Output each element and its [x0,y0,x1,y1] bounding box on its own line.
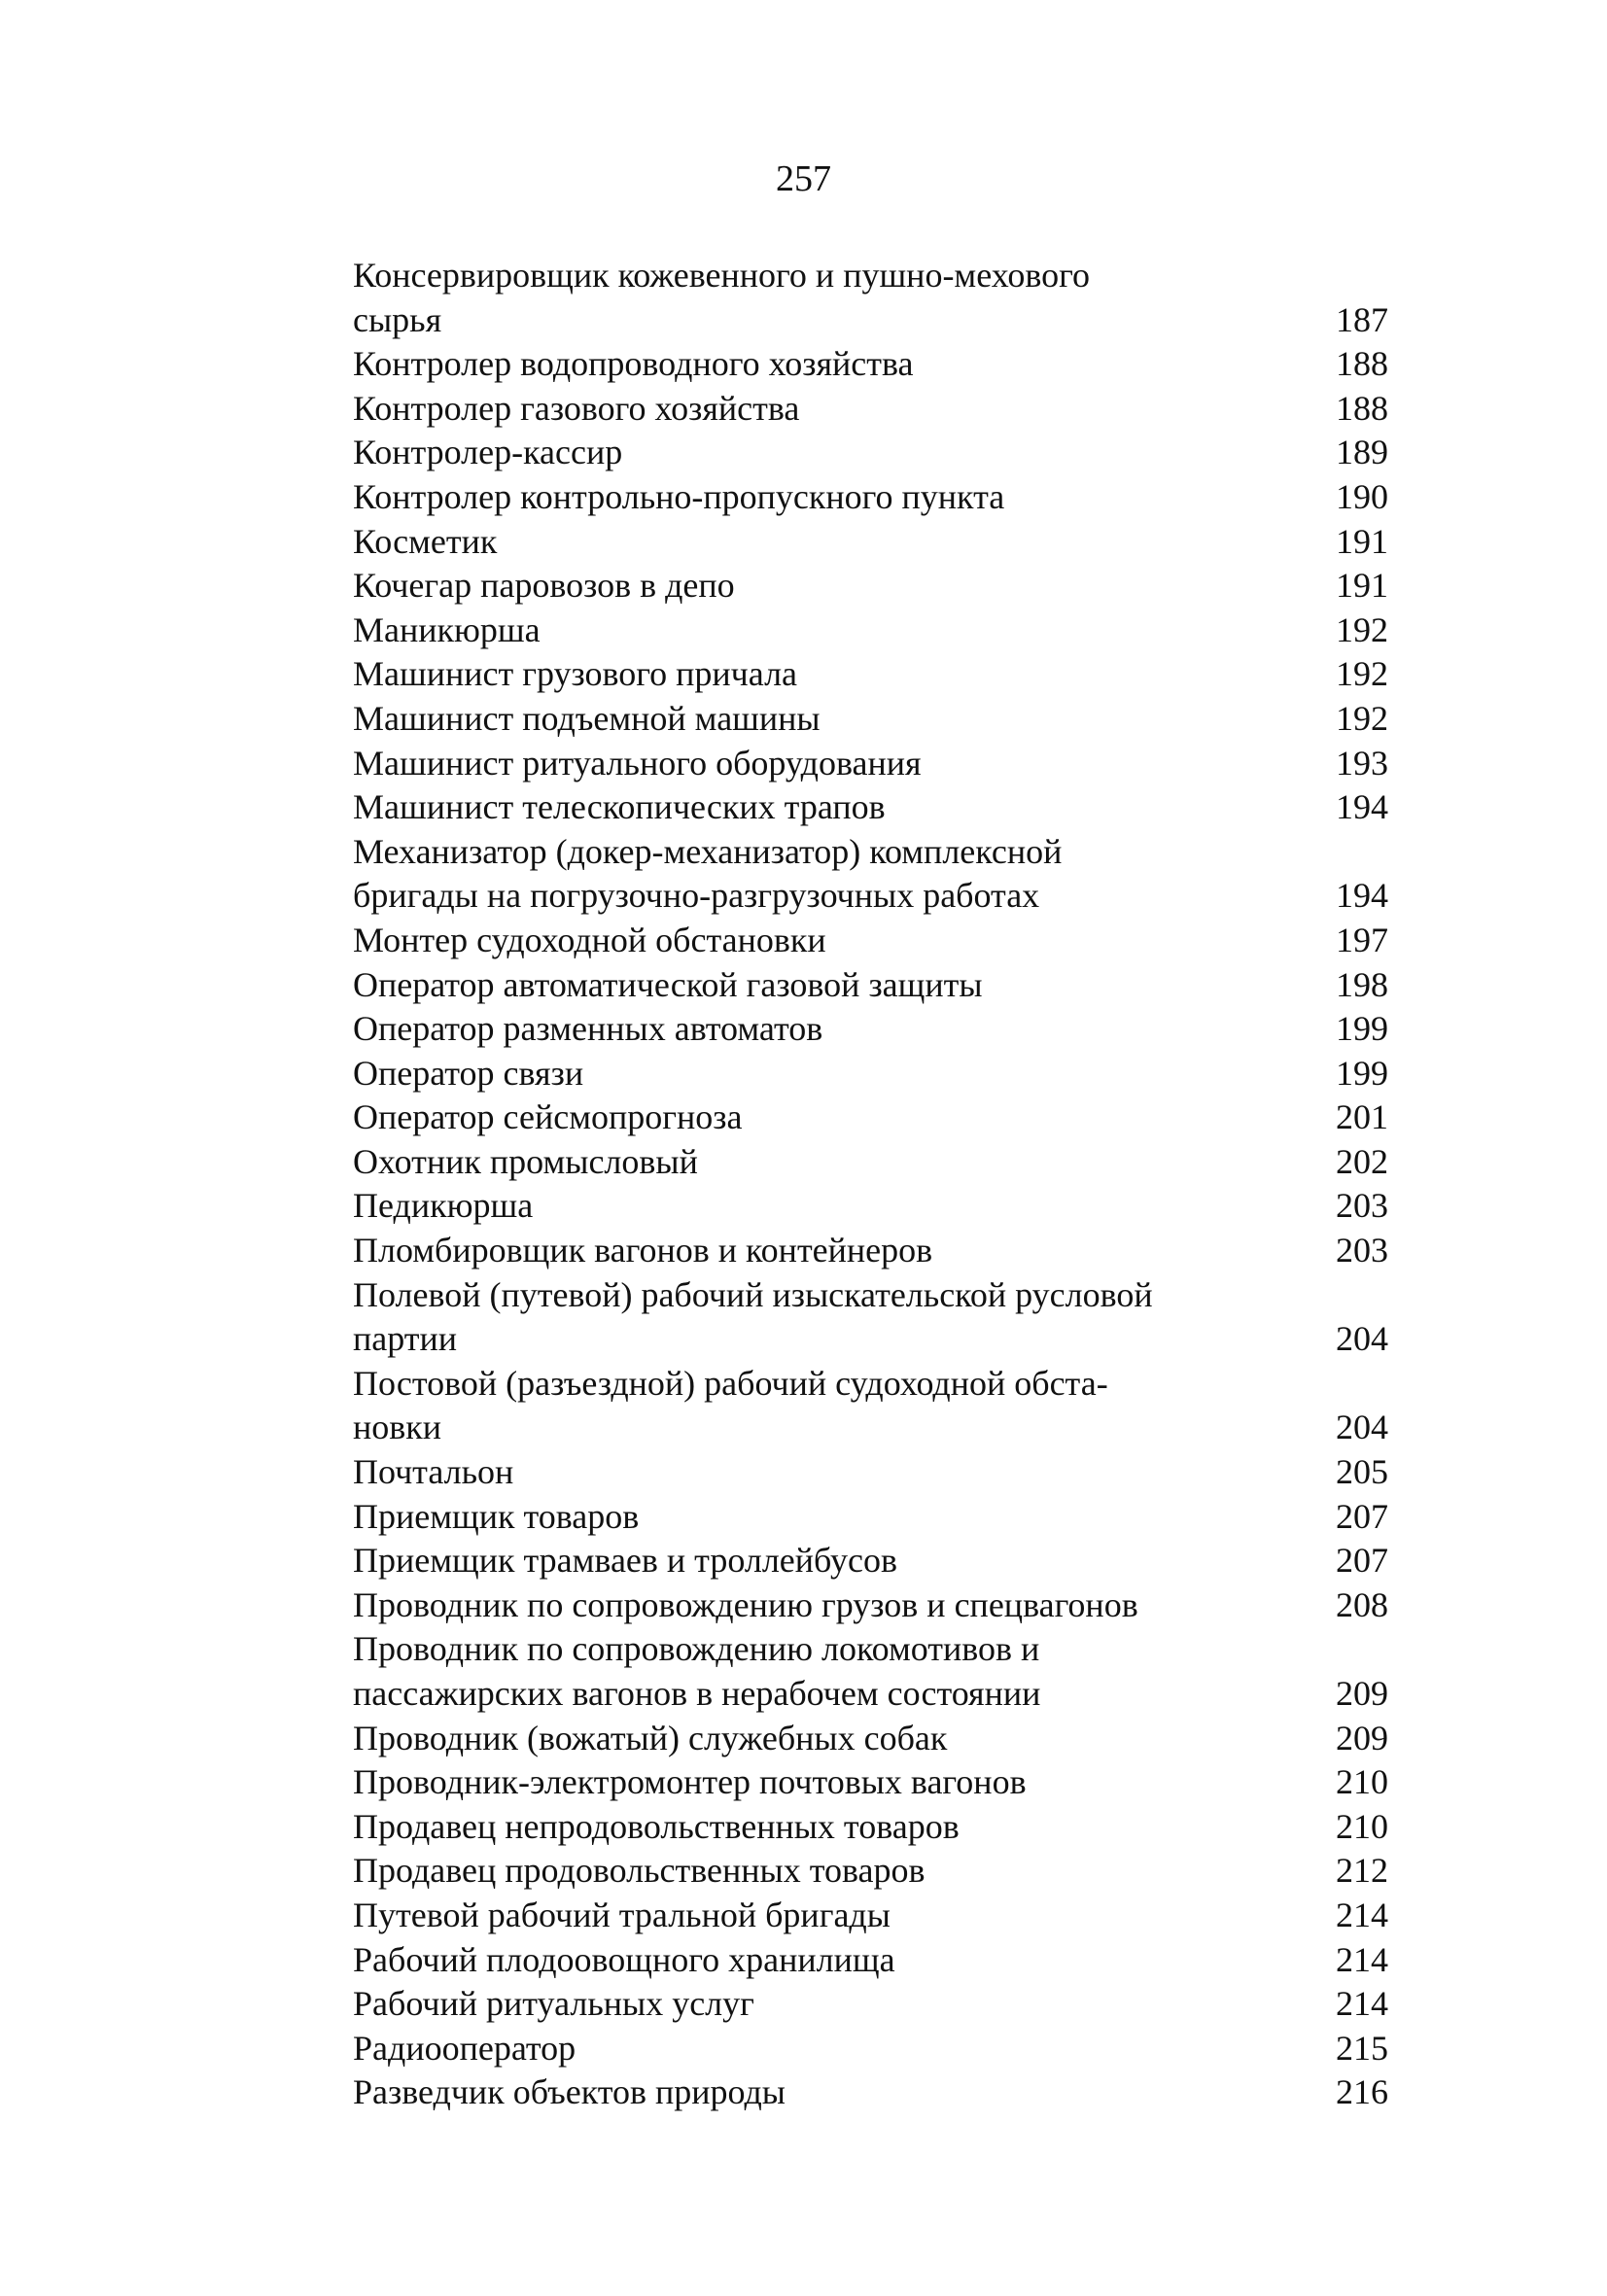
toc-entry [353,1717,1388,1761]
toc-entry-title: Контролер водопроводного хозяйства [353,344,914,384]
toc-entry [353,652,1388,697]
toc-entry-title: Маникюрша [353,609,541,649]
table-of-contents [353,254,1388,2115]
toc-entry-page-number: 209 [1336,1674,1388,1713]
toc-entry-page-number: 192 [1336,609,1388,649]
toc-entry-title: Охотник промысловый [353,1141,698,1181]
toc-entry-title: Оператор сейсмопрогноза [353,1097,743,1137]
toc-entry-page-number: 210 [1336,1762,1388,1802]
toc-entry [353,1539,1388,1583]
toc-entry [353,1362,1388,1450]
toc-entry-page-number: 191 [1336,521,1388,561]
toc-entry-page-number: 207 [1336,1541,1388,1581]
toc-entry [353,520,1388,565]
toc-entry-page-number: 205 [1336,1452,1388,1492]
toc-entry-title: Машинист подъемной машины [353,698,821,738]
toc-entry-page-number: 199 [1336,1053,1388,1093]
toc-entry-title: Машинист ритуального оборудования [353,743,922,783]
toc-entry-page-number: 191 [1336,566,1388,606]
toc-entry [353,1583,1388,1628]
toc-entry-title: Пломбировщик вагонов и контейнеров [353,1231,933,1270]
toc-entry-page-number: 194 [1336,876,1388,916]
toc-entry-page-number: 197 [1336,920,1388,959]
toc-entry-title: Постовой (разъездной) рабочий судоходной обста- новки [353,1363,1108,1447]
toc-entry-title: Контролер контрольно-пропускного пункта [353,476,1005,516]
toc-entry-page-number: 204 [1336,1319,1388,1359]
toc-entry [353,1849,1388,1894]
toc-entry-page-number: 188 [1336,344,1388,384]
toc-entry-title: Рабочий плодоовощного хранилища [353,1939,895,1979]
toc-entry-title: Проводник-электромонтер почтовых вагонов [353,1762,1027,1802]
toc-entry-page-number: 214 [1336,1895,1388,1934]
toc-entry [353,1184,1388,1229]
toc-entry-title: Контролер газового хозяйства [353,388,800,428]
toc-entry-page-number: 207 [1336,1496,1388,1536]
toc-entry [353,1229,1388,1273]
toc-entry [353,830,1388,919]
toc-entry-page-number: 199 [1336,1009,1388,1049]
toc-entry-page-number: 190 [1336,476,1388,516]
toc-entry-page-number: 214 [1336,1984,1388,2024]
toc-entry-title: Рабочий ритуальных услуг [353,1984,754,2024]
toc-entry-page-number: 202 [1336,1141,1388,1181]
toc-entry-page-number: 187 [1336,299,1388,339]
toc-entry [353,919,1388,963]
toc-entry-title: Почтальон [353,1452,514,1492]
toc-entry-page-number: 201 [1336,1097,1388,1137]
toc-entry-page-number: 214 [1336,1939,1388,1979]
toc-entry [353,1450,1388,1495]
toc-entry-page-number: 194 [1336,787,1388,827]
toc-entry [353,1495,1388,1540]
toc-entry-page-number: 192 [1336,654,1388,694]
toc-entry-title: Проводник по сопровождению локомотивов и пассажирских вагонов в нерабочем состоянии [353,1629,1041,1713]
toc-entry-title: Проводник по сопровождению грузов и спецвагонов [353,1584,1138,1624]
toc-entry-page-number: 192 [1336,698,1388,738]
toc-entry-page-number: 203 [1336,1186,1388,1226]
toc-entry-page-number: 216 [1336,2072,1388,2112]
toc-entry-title: Оператор связи [353,1053,584,1093]
toc-entry-page-number: 188 [1336,388,1388,428]
toc-entry-title: Машинист телескопических трапов [353,787,886,827]
toc-entry-title: Оператор разменных автоматов [353,1009,823,1049]
toc-entry-title: Консервировщик кожевенного и пушно-мехового сырья [353,256,1090,339]
toc-entry-title: Разведчик объектов природы [353,2072,786,2112]
toc-entry-title: Оператор автоматической газовой защиты [353,964,983,1004]
toc-entry [353,1052,1388,1096]
toc-entry [353,564,1388,609]
toc-entry-page-number: 189 [1336,433,1388,472]
toc-entry-title: Контролер-кассир [353,433,623,472]
toc-entry [353,963,1388,1008]
toc-entry-title: Продавец непродовольственных товаров [353,1806,960,1846]
toc-entry [353,1760,1388,1805]
toc-entry-page-number: 198 [1336,964,1388,1004]
toc-entry-page-number: 210 [1336,1806,1388,1846]
toc-entry-title: Радиооператор [353,2028,576,2068]
toc-entry-page-number: 193 [1336,743,1388,783]
toc-entry-title: Приемщик товаров [353,1496,640,1536]
toc-entry [353,387,1388,432]
toc-entry [353,1096,1388,1140]
toc-entry [353,431,1388,475]
toc-entry-title: Путевой рабочий тральной бригады [353,1895,891,1934]
toc-entry [353,1007,1388,1052]
toc-entry-title: Педикюрша [353,1186,534,1226]
toc-entry [353,1140,1388,1185]
toc-entry [353,342,1388,387]
toc-entry-page-number: 215 [1336,2028,1388,2068]
toc-entry [353,1982,1388,2027]
toc-entry [353,697,1388,742]
page-number: 257 [776,158,831,199]
toc-entry-title: Косметик [353,521,498,561]
toc-entry [353,475,1388,520]
toc-entry [353,2070,1388,2115]
toc-entry-page-number: 208 [1336,1584,1388,1624]
toc-entry [353,609,1388,653]
toc-entry [353,254,1388,342]
toc-entry-page-number: 209 [1336,1718,1388,1757]
toc-entry [353,1627,1388,1716]
toc-entry-page-number: 212 [1336,1851,1388,1891]
toc-entry-title: Кочегар паровозов в депо [353,566,735,606]
toc-entry-title: Проводник (вожатый) служебных собак [353,1718,948,1757]
toc-entry [353,1273,1388,1362]
toc-entry-title: Приемщик трамваев и троллейбусов [353,1541,897,1581]
toc-entry-title: Машинист грузового причала [353,654,798,694]
toc-entry-page-number: 203 [1336,1231,1388,1270]
toc-entry-title: Полевой (путевой) рабочий изыскательской русловой партии [353,1274,1153,1359]
toc-entry-title: Продавец продовольственных товаров [353,1851,926,1891]
toc-entry [353,742,1388,786]
toc-entry-title: Механизатор (докер-механизатор) комплексной бригады на погрузочно-разгрузочных работах [353,831,1063,916]
toc-entry-page-number: 204 [1336,1408,1388,1447]
toc-entry [353,1938,1388,1983]
toc-entry [353,1894,1388,1938]
toc-entry [353,785,1388,830]
toc-entry [353,1805,1388,1850]
toc-entry-title: Монтер судоходной обстановки [353,920,826,959]
toc-entry [353,2027,1388,2071]
